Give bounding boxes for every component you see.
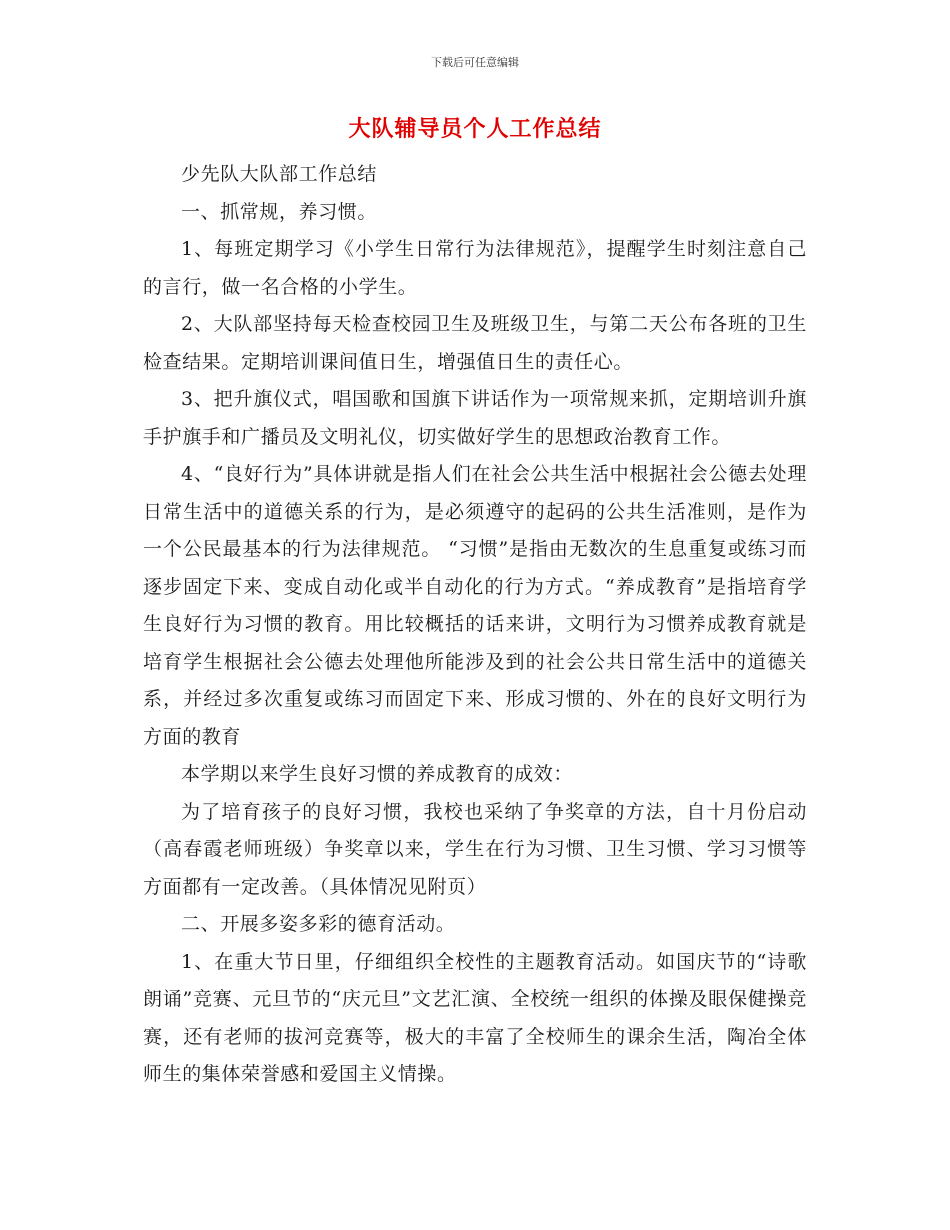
paragraph: 为了培育孩子的良好习惯，我校也采纳了争奖章的方法，自十月份启动（高春霞老师班级）争奖章以来，学生在行为习惯、卫生习惯、学习习惯等方面都有一定改善。（具体情况见附页） (143, 800, 807, 898)
paragraph: 4、“良好行为”具体讲就是指人们在社会公共生活中根据社会公德去处理日常生活中的道德关系的行为，是必须遵守的起码的公共生活准则，是作为一个公民最基本的行为法律规范。 “习惯”是指由无数次的生息重复或练习而逐步固定下来、变成自动化或半自动化的行为方式。“养成教育”是指培育学生良好行为习惯的教育。用比较概括的话来讲，文明行为习惯养成教育就是培育学生根据社会公德去处理他所能涉及到的社会公共日常生活中的道德关系，并经过多次重复或练习而固定下来、形成习惯的、外在的良好文明行为方面的教育 (143, 463, 807, 748)
section-heading: 一、抓常规，养习惯。 (181, 200, 378, 223)
section-heading: 二、开展多姿多彩的德育活动。 (181, 913, 456, 935)
section-heading: 少先队大队部工作总结 (181, 163, 378, 185)
document-body (143, 156, 807, 1094)
document-title: 大队辅导员个人工作总结 (348, 117, 602, 142)
paragraph: 1、每班定期学习《小学生日常行为法律规范》，提醒学生时刻注意自己的言行，做一名合格的小学生。 (143, 238, 807, 298)
paragraph: 1、在重大节日里，仔细组织全校性的主题教育活动。如国庆节的“诗歌朗诵”竞赛、元旦节的“庆元旦”文艺汇演、全校统一组织的体操及眼保健操竞赛，还有老师的拔河竞赛等，极大的丰富了全校师生的课余生活，陶冶全体师生的集体荣誉感和爱国主义情操。 (143, 950, 807, 1085)
paragraph: 本学期以来学生良好习惯的养成教育的成效： (181, 763, 574, 785)
paragraph: 2、大队部坚持每天检查校园卫生及班级卫生，与第二天公布各班的卫生检查结果。定期培训课间值日生，增强值日生的责任心。 (143, 313, 807, 373)
header-note: 下载后可任意编辑 (431, 56, 519, 69)
paragraph: 3、把升旗仪式，唱国歌和国旗下讲话作为一项常规来抓，定期培训升旗手护旗手和广播员及文明礼仪，切实做好学生的思想政治教育工作。 (143, 388, 807, 448)
